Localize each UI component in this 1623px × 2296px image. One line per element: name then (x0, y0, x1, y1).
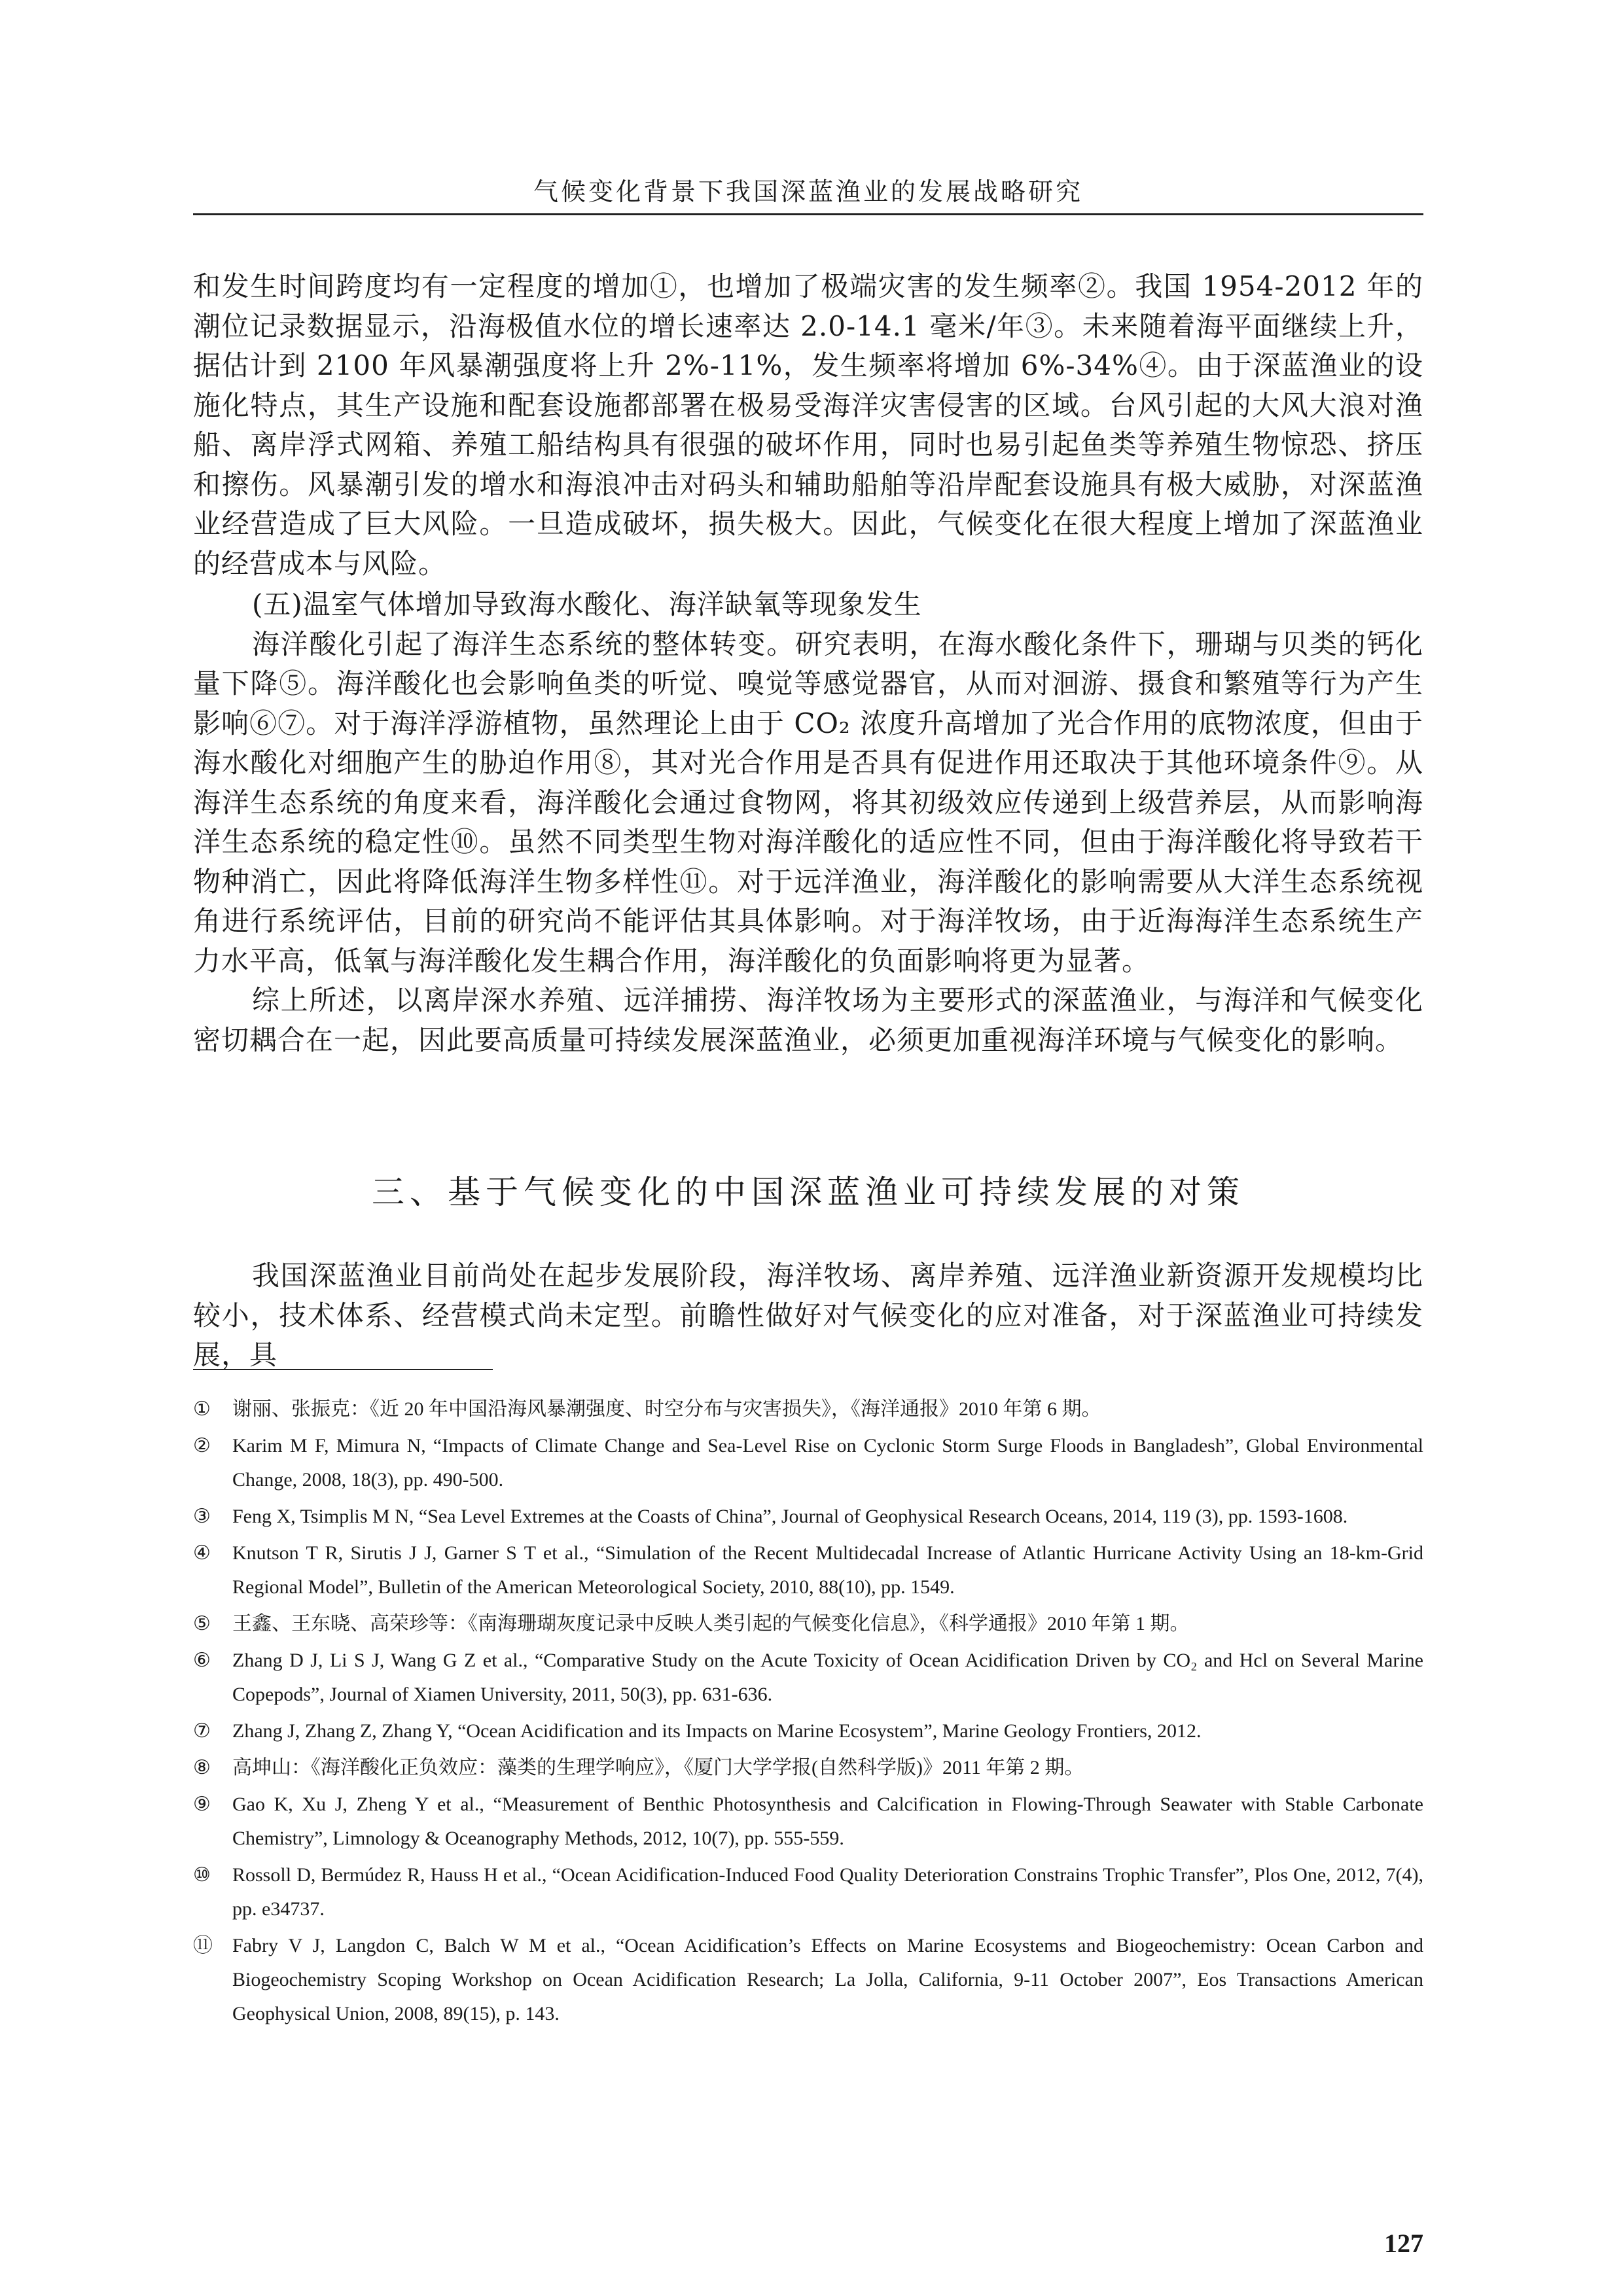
footnote-text: Zhang D J, Li S J, Wang G Z et al., “Comparative Study on the Acute Toxicity of Ocean Acidification Driven by CO₂ and Hcl on Several Marine Copepods”, Journal of Xiamen University, 2011, 50(3), pp. 631-636. (232, 1650, 1423, 1705)
footnote (193, 1392, 1423, 1426)
footnote-number: ⑤ (193, 1613, 211, 1634)
footnote-number: ① (193, 1398, 211, 1420)
running-head: 气候变化背景下我国深蓝渔业的发展战略研究 (533, 177, 1083, 206)
footnote-number: ⑦ (193, 1720, 211, 1742)
paragraph-section-intro: 我国深蓝渔业目前尚处在起步发展阶段，海洋牧场、离岸养殖、远洋渔业新资源开发规模均比较小，技术体系、经营模式尚未定型。前瞻性做好对气候变化的应对准备，对于深蓝渔业可持续发展，具 (193, 1260, 1423, 1371)
paragraph-summary: 综上所述，以离岸深水养殖、远洋捕捞、海洋牧场为主要形式的深蓝渔业，与海洋和气候变化密切耦合在一起，因此要高质量可持续发展深蓝渔业，必须更加重视海洋环境与气候变化的影响。 (193, 984, 1423, 1056)
footnote-number: ⑨ (193, 1793, 211, 1815)
paragraph-acidification: 海洋酸化引起了海洋生态系统的整体转变。研究表明，在海水酸化条件下，珊瑚与贝类的钙化量下降⑤。海洋酸化也会影响鱼类的听觉、嗅觉等感觉器官，从而对洄游、摄食和繁殖等行为产生影响⑥⑦。对于海洋浮游植物，虽然理论上由于 CO₂ 浓度升高增加了光合作用的底物浓度，但由于海水酸化对细胞产生的胁迫作用⑧，其对光合作用是否具有促进作用还取决于其他环境条件⑨。从海洋生态系统的角度来看，海洋酸化会通过食物网，将其初级效应传递到上级营养层，从而影响海洋生态系统的稳定性⑩。虽然不同类型生物对海洋酸化的适应性不同，但由于海洋酸化将导致若干物种消亡，因此将降低海洋生物多样性⑪。对于远洋渔业，海洋酸化的影响需要从大洋生态系统视角进行系统评估，目前的研究尚不能评估其具体影响。对于海洋牧场，由于近海海洋生态系统生产力水平高，低氧与海洋酸化发生耦合作用，海洋酸化的负面影响将更为显著。 (193, 627, 1423, 977)
footnote-text: Rossoll D, Bermúdez R, Hauss H et al., “Ocean Acidification-Induced Food Quality Deterioration Constrains Trophic Transfer”, Plos One, 2012, 7(4), pp. e34737. (232, 1864, 1423, 1920)
footnote-number: ⑥ (193, 1650, 211, 1671)
footnote (193, 1714, 1423, 1748)
footnote-text: 高坤山：《海洋酸化正负效应：藻类的生理学响应》，《厦门大学学报(自然科学版)》2011 年第 2 期。 (232, 1757, 1084, 1778)
footnote (193, 1429, 1423, 1497)
footnote-text: Gao K, Xu J, Zheng Y et al., “Measurement of Benthic Photosynthesis and Calcification in Flowing-Through Seawater with Stable Carbonate Chemistry”, Limnology & Oceanography Methods, 2012, 10(7), pp. 555-559. (232, 1793, 1423, 1849)
footnote (193, 1858, 1423, 1926)
footnote-text: Fabry V J, Langdon C, Balch W M et al., “Ocean Acidification’s Effects on Marine Ecosystems and Biogeochemistry: Ocean Carbon and Biogeochemistry Scoping Workshop on Ocean Acidification Research; La Jolla, California, 9-11 October 2007”, Eos Transactions American Geophysical Union, 2008, 89(15), p. 143. (232, 1935, 1423, 2024)
footnote-number: ④ (193, 1542, 211, 1564)
footnote (193, 1788, 1423, 1856)
footnote (193, 1751, 1423, 1785)
footnote-number: ⑩ (193, 1864, 211, 1886)
footnote-rule (193, 1369, 493, 1370)
footnote-number: ② (193, 1435, 211, 1457)
section-text (193, 1256, 1423, 1375)
footnote-text: Knutson T R, Sirutis J J, Garner S T et al., “Simulation of the Recent Multidecadal Increase of Atlantic Hurricane Activity Using an 18-km-Grid Regional Model”, Bulletin of the American Meteorological Society, 2010, 88(10), pp. 1549. (232, 1542, 1423, 1598)
footnote (193, 1644, 1423, 1712)
footnote (193, 1500, 1423, 1534)
footnote (193, 1607, 1423, 1641)
footnote-number: ③ (193, 1506, 211, 1527)
footnote-text: 王鑫、王东晓、高荣珍等：《南海珊瑚灰度记录中反映人类引起的气候变化信息》，《科学通报》2010 年第 1 期。 (232, 1613, 1190, 1634)
subheading: (五)温室气体增加导致海水酸化、海洋缺氧等现象发生 (252, 588, 922, 620)
paragraph-continuation: 和发生时间跨度均有一定程度的增加①，也增加了极端灾害的发生频率②。我国 1954-2012 年的潮位记录数据显示，沿海极值水位的增长速率达 2.0-14.1 毫米/年③。未来随着海平面继续上升，据估计到 2100 年风暴潮强度将上升 2%-11%，发生频率将增加 6%-34%④。由于深蓝渔业的设施化特点，其生产设施和配套设施都部署在极易受海洋灾害侵害的区域。台风引起的大风大浪对渔船、离岸浮式网箱、养殖工船结构具有很强的破坏作用，同时也易引起鱼类等养殖生物惊恐、挤压和擦伤。风暴潮引发的增水和海浪冲击对码头和辅助船舶等沿岸配套设施具有极大威胁，对深蓝渔业经营造成了巨大风险。一旦造成破坏，损失极大。因此，气候变化在很大程度上增加了深蓝渔业的经营成本与风险。 (193, 270, 1423, 580)
footnote-text: 谢丽、张振克：《近 20 年中国沿海风暴潮强度、时空分布与灾害损失》，《海洋通报》2010 年第 6 期。 (232, 1398, 1101, 1420)
header-rule (193, 213, 1423, 215)
footnotes (193, 1392, 1423, 2034)
footnote-number: ⑪ (193, 1935, 213, 1956)
footnote (193, 1536, 1423, 1604)
footnote (193, 1929, 1423, 2031)
main-text (193, 267, 1423, 1060)
footnote-text: Feng X, Tsimplis M N, “Sea Level Extremes at the Coasts of China”, Journal of Geophysical Research Oceans, 2014, 119 (3), pp. 1593-1608. (232, 1506, 1348, 1527)
page-number: 127 (1384, 2229, 1423, 2258)
footnote-number: ⑧ (193, 1757, 211, 1778)
section-title: 三、基于气候变化的中国深蓝渔业可持续发展的对策 (372, 1173, 1245, 1211)
footnote-text: Zhang J, Zhang Z, Zhang Y, “Ocean Acidification and its Impacts on Marine Ecosystem”, Marine Geology Frontiers, 2012. (232, 1720, 1202, 1742)
footnote-text: Karim M F, Mimura N, “Impacts of Climate Change and Sea-Level Rise on Cyclonic Storm Surge Floods in Bangladesh”, Global Environmental Change, 2008, 18(3), pp. 490-500. (232, 1435, 1423, 1491)
